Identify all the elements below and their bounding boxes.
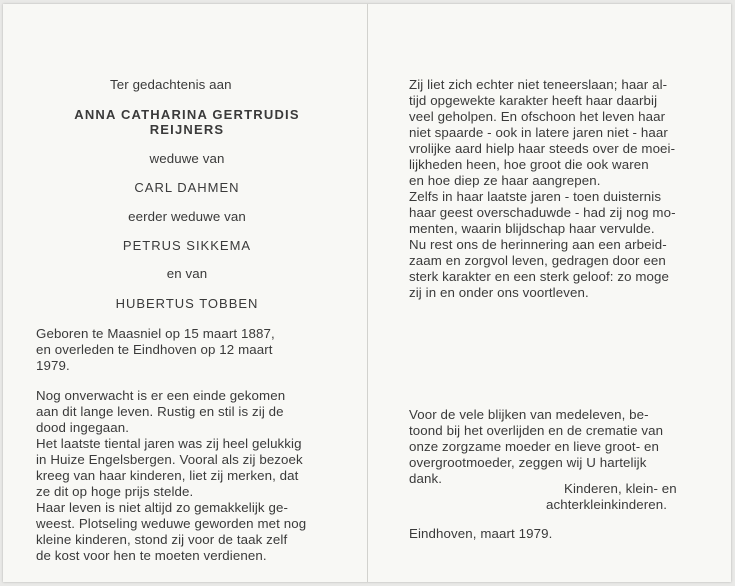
body-line: weest. Plotseling weduwe geworden met nog [36, 516, 307, 531]
body-line: vrolijke aard hielp haar steeds over de moei- [409, 141, 676, 156]
body-line: haar geest overschaduwde - had zij nog mo- [409, 205, 676, 220]
husband-1-name: CARL DAHMEN [134, 180, 240, 195]
earlier-widow-of-text: eerder weduwe van [128, 209, 246, 224]
birth-line: Geboren te Maasniel op 15 maart 1887, [36, 326, 275, 341]
body-line: niet spaarde - ook in latere jaren niet - haar [409, 125, 668, 140]
signature-line: achterkleinkinderen. [546, 497, 668, 512]
body-line: lijkheden heen, hoe groot die ook waren [409, 157, 649, 172]
thanks-line: toond bij het overlijden en de crematie van [409, 423, 664, 438]
body-line: in Huize Engelsbergen. Vooral als zij bezoek [36, 452, 303, 467]
body-line: Zij liet zich echter niet teneerslaan; haar al- [409, 77, 668, 92]
card-fold-line [367, 4, 368, 582]
body-line: zij in en onder ons voortleven. [409, 285, 589, 300]
and-of-text: en van [166, 266, 208, 281]
birth-line: en overleden te Eindhoven op 12 maart [36, 342, 273, 357]
body-line: menten, waarin blijdschap haar vervulde. [409, 221, 655, 236]
body-line: veel geholpen. En ofschoon het leven haar [409, 109, 666, 124]
thanks-line: onze zorgzame moeder en lieve groot- en [409, 439, 660, 454]
widow-of-text: weduwe van [149, 151, 225, 166]
body-line: zaam en zorgvol leven, gedragen door een [409, 253, 666, 268]
body-line: tijd opgewekte karakter heeft haar daarbij [409, 93, 658, 108]
birth-line: 1979. [36, 358, 70, 373]
body-line: de kost voor hen te moeten verdienen. [36, 548, 267, 563]
body-line: Haar leven is niet altijd zo gemakkelijk ge- [36, 500, 288, 515]
body-line: en hoe diep ze haar aangrepen. [409, 173, 601, 188]
thanks-line: overgrootmoeder, zeggen wij U hartelijk [409, 455, 647, 470]
place-date: Eindhoven, maart 1979. [409, 526, 553, 541]
husband-2-name: PETRUS SIKKEMA [122, 238, 252, 253]
thanks-line: Voor de vele blijken van medeleven, be- [409, 407, 649, 422]
signature-line: Kinderen, klein- en [564, 481, 677, 496]
body-line: Het laatste tiental jaren was zij heel gelukkig [36, 436, 302, 451]
thanks-line: dank. [409, 471, 443, 486]
deceased-name-line1: ANNA CATHARINA GERTRUDIS [74, 107, 300, 122]
body-line: sterk karakter en een sterk geloof: zo moge [409, 269, 670, 284]
body-line: Zelfs in haar laatste jaren - toen duisternis [409, 189, 662, 204]
body-line: Nu rest ons de herinnering aan een arbeid- [409, 237, 667, 252]
husband-3-name: HUBERTUS TOBBEN [115, 296, 259, 311]
body-line: aan dit lange leven. Rustig en stil is zij de [36, 404, 284, 419]
body-line: kreeg van haar kinderen, liet zij merken, dat [36, 468, 299, 483]
intro-text: Ter gedachtenis aan [110, 77, 232, 92]
deceased-name-line2: REIJNERS [149, 122, 225, 137]
body-line: kleine kinderen, stond zij voor de taak zelf [36, 532, 288, 547]
body-line: ze dit op hoge prijs stelde. [36, 484, 194, 499]
body-line: dood ingegaan. [36, 420, 130, 435]
body-line: Nog onverwacht is er een einde gekomen [36, 388, 286, 403]
